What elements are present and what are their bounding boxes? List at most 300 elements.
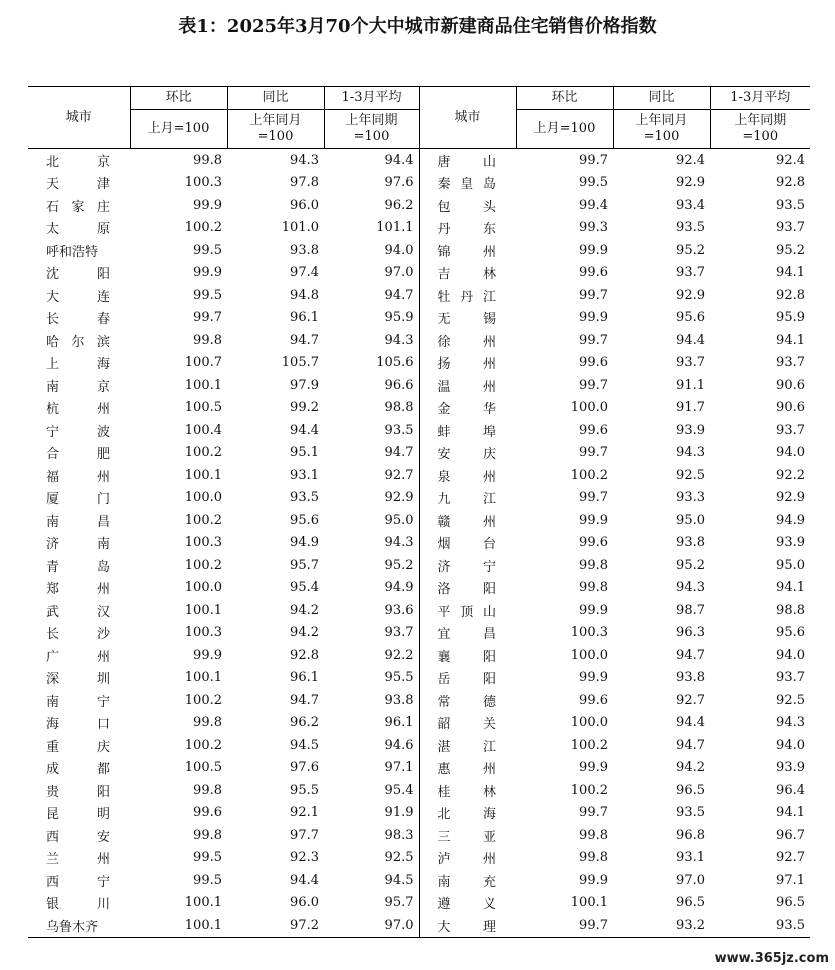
mom-value-right: 99.7: [579, 287, 608, 303]
city-name-left: 南京: [46, 379, 110, 395]
city-name-right: 洛阳: [419, 577, 516, 600]
city-name-left: 福州: [46, 469, 110, 485]
mom-value-left: 100.1: [184, 670, 222, 686]
avg-value-left: 92.7: [384, 467, 414, 483]
yoy-value-left: 97.2: [227, 914, 324, 937]
avg-value-right: 92.7: [776, 850, 805, 866]
city-name-right: 徐州: [419, 329, 516, 352]
mom-value-right: 99.9: [579, 670, 608, 686]
mom-value-left: 100.3: [184, 535, 222, 551]
avg-value-left: 92.9: [384, 490, 414, 506]
city-name-left: 上海: [46, 357, 110, 373]
avg-value-right: 94.1: [776, 332, 805, 348]
mom-value-right: 99.7: [579, 445, 608, 461]
city-name-right: 金华: [419, 397, 516, 420]
avg-value-left: 91.9: [384, 805, 414, 821]
city-name-left: 西宁: [46, 874, 110, 890]
city-name-right: 九江: [419, 487, 516, 510]
avg-value-left: 93.7: [384, 625, 414, 641]
table-row: [28, 419, 810, 442]
city-name-left: 长沙: [46, 627, 110, 643]
city-name-right: 秦皇岛: [419, 172, 516, 195]
yoy-value-left: 94.2: [290, 625, 319, 641]
mom-value-right: 99.7: [579, 805, 608, 821]
mom-value-right: 99.6: [579, 355, 608, 371]
avg-header-right: 1-3月平均: [710, 87, 810, 110]
city-name-right: 湛江: [419, 734, 516, 757]
avg-value-left: 95.2: [384, 557, 414, 573]
avg-value-left: 94.3: [384, 535, 414, 551]
yoy-value-right: 93.7: [676, 265, 705, 281]
yoy-value-right: 92.9: [676, 175, 705, 191]
mom-value-left: 99.5: [193, 287, 222, 303]
avg-value-right: 93.7: [776, 670, 805, 686]
city-name-right: 烟台: [419, 532, 516, 555]
mom-value-left: 100.3: [184, 175, 222, 191]
yoy-value-right: 92.5: [676, 467, 705, 483]
avg-value-left: 92.2: [384, 647, 414, 663]
city-name-left: 北京: [46, 154, 110, 170]
mom-value-right: 99.7: [579, 332, 608, 348]
avg-value-left: 93.8: [384, 692, 414, 708]
table-row: [28, 712, 810, 735]
avg-value-left: 97.0: [324, 914, 419, 937]
city-name-left: 太原: [46, 222, 110, 238]
table-row: [28, 824, 810, 847]
yoy-value-right: 96.8: [676, 827, 705, 843]
yoy-value-right: 94.2: [676, 760, 705, 776]
city-name-left: 武汉: [46, 604, 110, 620]
table-row: [28, 217, 810, 240]
avg-value-right: 94.9: [776, 512, 805, 528]
table-row: [28, 149, 810, 172]
avg-value-left: 95.0: [384, 512, 414, 528]
table-row: [28, 869, 810, 892]
avg-value-right: 93.9: [776, 760, 805, 776]
city-name-right: 济宁: [419, 554, 516, 577]
city-name-left: 青岛: [46, 559, 110, 575]
yoy-value-right: 98.7: [676, 602, 705, 618]
mom-value-right: 99.9: [579, 602, 608, 618]
avg-value-right: 92.4: [776, 152, 805, 168]
mom-header-left: 环比: [130, 87, 227, 110]
yoy-value-left: 97.6: [290, 760, 319, 776]
city-name-right: 韶关: [419, 712, 516, 735]
city-name-left: 贵阳: [46, 784, 110, 800]
city-header-right: 城市: [419, 87, 516, 149]
avg-value-left: 98.8: [384, 400, 414, 416]
city-name-left: 杭州: [46, 402, 110, 418]
mom-value-right: 99.7: [579, 152, 608, 168]
city-name-right: 牡丹江: [419, 284, 516, 307]
yoy-value-left: 95.1: [290, 445, 319, 461]
mom-value-right: 99.6: [579, 422, 608, 438]
mom-base-right: 上月=100: [516, 110, 613, 149]
yoy-value-left: 95.6: [290, 512, 319, 528]
table-row: [28, 487, 810, 510]
yoy-value-left: 94.4: [290, 422, 319, 438]
table-row: [28, 892, 810, 915]
city-name-left: 西安: [46, 829, 110, 845]
city-header-left: 城市: [28, 87, 130, 149]
avg-value-left: 96.6: [384, 377, 414, 393]
yoy-value-right: 95.0: [676, 512, 705, 528]
avg-value-right: 92.8: [776, 175, 805, 191]
city-name-right: 常德: [419, 689, 516, 712]
avg-header-left: 1-3月平均: [324, 87, 419, 110]
yoy-value-right: 94.4: [676, 332, 705, 348]
city-name-right: 岳阳: [419, 667, 516, 690]
mom-value-right: 99.7: [579, 377, 608, 393]
city-name-right: 泉州: [419, 464, 516, 487]
avg-value-left: 95.7: [384, 895, 414, 911]
avg-value-right: 94.0: [776, 445, 805, 461]
mom-value-right: 99.9: [579, 242, 608, 258]
mom-value-right: 100.1: [570, 895, 608, 911]
mom-value-left: 99.9: [193, 265, 222, 281]
avg-value-left: 94.0: [384, 242, 414, 258]
city-name-left: 海口: [46, 717, 110, 733]
city-name-right: 惠州: [419, 757, 516, 780]
table-row: [28, 262, 810, 285]
table-row: [28, 307, 810, 330]
mom-value-left: 100.2: [184, 737, 222, 753]
avg-value-right: 97.1: [776, 872, 805, 888]
yoy-value-left: 92.3: [290, 850, 319, 866]
mom-value-right: 99.8: [579, 557, 608, 573]
mom-value-left: 100.3: [184, 625, 222, 641]
avg-value-right: 92.5: [776, 692, 805, 708]
table-row: [28, 577, 810, 600]
city-name-left: 宁波: [46, 424, 110, 440]
yoy-value-left: 97.4: [290, 265, 319, 281]
city-name-right: 吉林: [419, 262, 516, 285]
city-name-right: 扬州: [419, 352, 516, 375]
yoy-value-left: 93.1: [290, 467, 319, 483]
avg-value-left: 94.6: [384, 737, 414, 753]
yoy-value-left: 96.0: [290, 197, 319, 213]
mom-value-left: 100.1: [184, 602, 222, 618]
avg-value-left: 94.3: [384, 332, 414, 348]
city-name-right: 大理: [419, 914, 516, 937]
city-name-right: 锦州: [419, 239, 516, 262]
table-title: 表1：2025年3月70个大中城市新建商品住宅销售价格指数: [178, 16, 657, 37]
city-name-right: 唐山: [419, 149, 516, 172]
mom-value-right: 99.9: [579, 310, 608, 326]
table-row: [28, 194, 810, 217]
avg-value-right: 95.9: [776, 310, 805, 326]
mom-value-left: 100.1: [184, 377, 222, 393]
yoy-value-left: 97.9: [290, 377, 319, 393]
mom-value-left: 100.0: [184, 490, 222, 506]
city-name-left: 合肥: [46, 447, 110, 463]
avg-value-right: 93.7: [776, 220, 805, 236]
mom-value-left: 100.1: [184, 467, 222, 483]
mom-value-left: 99.9: [193, 197, 222, 213]
city-name-left: 沈阳: [46, 267, 110, 283]
city-name-right: 无锡: [419, 307, 516, 330]
mom-value-left: 100.2: [184, 445, 222, 461]
yoy-value-right: 97.0: [676, 872, 705, 888]
yoy-value-right: 95.6: [676, 310, 705, 326]
yoy-value-left: 93.5: [290, 490, 319, 506]
yoy-value-right: 93.8: [676, 670, 705, 686]
table-body: [28, 149, 810, 938]
yoy-value-left: 95.5: [290, 782, 319, 798]
city-name-right: 温州: [419, 374, 516, 397]
mom-value-right: 100.0: [570, 647, 608, 663]
avg-value-right: 95.2: [776, 242, 805, 258]
yoy-value-right: 96.3: [676, 625, 705, 641]
yoy-value-right: 96.5: [676, 782, 705, 798]
table-row: [28, 757, 810, 780]
yoy-value-right: 94.3: [676, 445, 705, 461]
mom-value-right: 99.7: [579, 490, 608, 506]
avg-value-right: 92.8: [776, 287, 805, 303]
yoy-value-right: 92.9: [676, 287, 705, 303]
city-name-left: 昆明: [46, 807, 110, 823]
city-name-left: 银川: [46, 897, 110, 913]
mom-value-left: 100.2: [184, 557, 222, 573]
table-row: [28, 914, 810, 937]
avg-value-left: 94.7: [384, 445, 414, 461]
mom-value-right: 99.6: [579, 692, 608, 708]
mom-value-left: 99.7: [193, 310, 222, 326]
mom-value-left: 99.8: [193, 782, 222, 798]
yoy-value-left: 99.2: [290, 400, 319, 416]
city-name-right: 桂林: [419, 779, 516, 802]
yoy-value-left: 97.8: [290, 175, 319, 191]
city-name-left: 重庆: [46, 739, 110, 755]
avg-value-right: 93.7: [776, 422, 805, 438]
city-name-right: 安庆: [419, 442, 516, 465]
yoy-value-left: 92.1: [290, 805, 319, 821]
city-name-right: 南充: [419, 869, 516, 892]
table-row: [28, 509, 810, 532]
yoy-header-left: 同比: [227, 87, 324, 110]
avg-value-left: 97.0: [384, 265, 414, 281]
yoy-value-left: 97.7: [290, 827, 319, 843]
avg-value-right: 93.5: [776, 197, 805, 213]
yoy-value-left: 96.1: [290, 670, 319, 686]
yoy-value-right: 96.5: [676, 895, 705, 911]
yoy-base-right: 上年同月 =100: [613, 110, 710, 149]
yoy-value-right: 93.8: [676, 535, 705, 551]
yoy-value-left: 96.0: [290, 895, 319, 911]
city-name-right: 丹东: [419, 217, 516, 240]
yoy-value-left: 95.7: [290, 557, 319, 573]
avg-value-right: 95.6: [776, 625, 805, 641]
city-name-right: 平顶山: [419, 599, 516, 622]
mom-value-right: 100.3: [570, 625, 608, 641]
mom-value-left: 100.2: [184, 512, 222, 528]
avg-value-left: 95.5: [384, 670, 414, 686]
mom-value-right: 99.8: [579, 580, 608, 596]
mom-value-left: 100.0: [184, 580, 222, 596]
yoy-value-left: 105.7: [281, 355, 319, 371]
mom-value-right: 100.0: [570, 400, 608, 416]
mom-value-left: 99.5: [193, 850, 222, 866]
city-name-left: 哈尔滨: [46, 334, 110, 350]
yoy-value-right: 92.7: [676, 692, 705, 708]
mom-value-right: 100.2: [570, 737, 608, 753]
city-name-left: 呼和浩特: [46, 244, 99, 260]
table-row: [28, 644, 810, 667]
city-name-right: 襄阳: [419, 644, 516, 667]
table-row: [28, 532, 810, 555]
avg-value-left: 96.1: [384, 715, 414, 731]
table-row: [28, 689, 810, 712]
yoy-value-right: 93.7: [676, 355, 705, 371]
avg-value-left: 105.6: [376, 355, 414, 371]
mom-value-right: 99.4: [579, 197, 608, 213]
mom-value-left: 100.1: [130, 914, 227, 937]
avg-value-left: 96.2: [384, 197, 414, 213]
mom-value-left: 99.9: [193, 647, 222, 663]
city-name-left: 广州: [46, 649, 110, 665]
mom-value-left: 100.1: [184, 895, 222, 911]
avg-value-right: 94.3: [776, 715, 805, 731]
yoy-value-right: 93.3: [676, 490, 705, 506]
avg-value-right: 95.0: [776, 557, 805, 573]
avg-value-right: 92.9: [776, 490, 805, 506]
yoy-value-left: 94.7: [290, 332, 319, 348]
yoy-value-right: 95.2: [676, 242, 705, 258]
yoy-value-left: 96.1: [290, 310, 319, 326]
mom-value-right: 99.6: [579, 535, 608, 551]
yoy-value-left: 93.8: [290, 242, 319, 258]
mom-value-right: 100.0: [570, 715, 608, 731]
avg-value-right: 94.1: [776, 580, 805, 596]
city-name-right: 北海: [419, 802, 516, 825]
city-name-left: 大连: [46, 289, 110, 305]
yoy-value-left: 94.8: [290, 287, 319, 303]
avg-value-left: 92.5: [384, 850, 414, 866]
table-row: [28, 329, 810, 352]
avg-value-right: 90.6: [776, 377, 805, 393]
table-row: [28, 374, 810, 397]
mom-value-left: 99.8: [193, 715, 222, 731]
table-row: [28, 464, 810, 487]
avg-value-left: 94.7: [384, 287, 414, 303]
mom-value-right: 99.9: [579, 512, 608, 528]
mom-value-right: 99.9: [579, 872, 608, 888]
table-row: [28, 239, 810, 262]
mom-header-right: 环比: [516, 87, 613, 110]
yoy-value-right: 93.4: [676, 197, 705, 213]
mom-value-left: 99.8: [193, 152, 222, 168]
avg-value-right: 90.6: [776, 400, 805, 416]
table-row: [28, 284, 810, 307]
mom-value-right: 99.7: [516, 914, 613, 937]
city-name-right: 三亚: [419, 824, 516, 847]
yoy-value-left: 94.3: [290, 152, 319, 168]
city-name-left: 石家庄: [46, 199, 110, 215]
mom-value-right: 99.8: [579, 827, 608, 843]
table-row: [28, 599, 810, 622]
yoy-value-left: 94.7: [290, 692, 319, 708]
avg-value-left: 98.3: [384, 827, 414, 843]
avg-value-left: 101.1: [376, 220, 414, 236]
avg-value-right: 94.0: [776, 737, 805, 753]
yoy-value-right: 93.5: [676, 805, 705, 821]
avg-value-left: 95.9: [384, 310, 414, 326]
mom-value-left: 99.8: [193, 827, 222, 843]
city-name-right: 遵义: [419, 892, 516, 915]
table-row: [28, 847, 810, 870]
mom-value-left: 99.8: [193, 332, 222, 348]
mom-value-right: 100.2: [570, 467, 608, 483]
price-index-table: [28, 86, 810, 938]
table-row: [28, 802, 810, 825]
city-name-left: 乌鲁木齐: [28, 914, 130, 937]
yoy-value-left: 94.5: [290, 737, 319, 753]
mom-value-left: 100.7: [184, 355, 222, 371]
table-row: [28, 734, 810, 757]
avg-value-right: 93.9: [776, 535, 805, 551]
city-name-left: 郑州: [46, 582, 110, 598]
yoy-value-right: 92.4: [676, 152, 705, 168]
avg-value-right: 92.2: [776, 467, 805, 483]
watermark: www.365jz.com: [714, 951, 829, 966]
yoy-value-right: 91.7: [676, 400, 705, 416]
yoy-base-left: 上年同月 =100: [227, 110, 324, 149]
yoy-value-right: 93.2: [613, 914, 710, 937]
table-row: [28, 554, 810, 577]
city-name-left: 兰州: [46, 852, 110, 868]
table-row: [28, 667, 810, 690]
avg-value-right: 94.1: [776, 265, 805, 281]
mom-value-left: 100.2: [184, 220, 222, 236]
city-name-left: 成都: [46, 762, 110, 778]
city-name-right: 赣州: [419, 509, 516, 532]
city-name-left: 深圳: [46, 672, 110, 688]
mom-value-left: 100.5: [184, 760, 222, 776]
table-row: [28, 397, 810, 420]
yoy-value-left: 94.4: [290, 872, 319, 888]
yoy-value-right: 94.3: [676, 580, 705, 596]
mom-value-right: 99.9: [579, 760, 608, 776]
city-name-left: 长春: [46, 312, 110, 328]
yoy-value-left: 92.8: [290, 647, 319, 663]
avg-base-left: 上年同期 =100: [324, 110, 419, 149]
yoy-value-left: 101.0: [281, 220, 319, 236]
avg-value-right: 94.1: [776, 805, 805, 821]
city-name-left: 南宁: [46, 694, 110, 710]
yoy-value-left: 95.4: [290, 580, 319, 596]
avg-value-left: 97.6: [384, 175, 414, 191]
avg-value-right: 93.7: [776, 355, 805, 371]
mom-value-left: 100.5: [184, 400, 222, 416]
mom-value-right: 99.6: [579, 265, 608, 281]
city-name-right: 宜昌: [419, 622, 516, 645]
city-name-left: 天津: [46, 177, 110, 193]
avg-base-right: 上年同期 =100: [710, 110, 810, 149]
yoy-value-right: 91.1: [676, 377, 705, 393]
yoy-value-right: 94.7: [676, 737, 705, 753]
city-name-right: 泸州: [419, 847, 516, 870]
avg-value-left: 95.4: [384, 782, 414, 798]
mom-value-left: 99.6: [193, 805, 222, 821]
table-row: [28, 442, 810, 465]
city-name-right: 蚌埠: [419, 419, 516, 442]
avg-value-left: 94.9: [384, 580, 414, 596]
mom-value-right: 99.5: [579, 175, 608, 191]
table-row: [28, 172, 810, 195]
avg-value-left: 97.1: [384, 760, 414, 776]
yoy-value-right: 93.9: [676, 422, 705, 438]
avg-value-right: 94.0: [776, 647, 805, 663]
